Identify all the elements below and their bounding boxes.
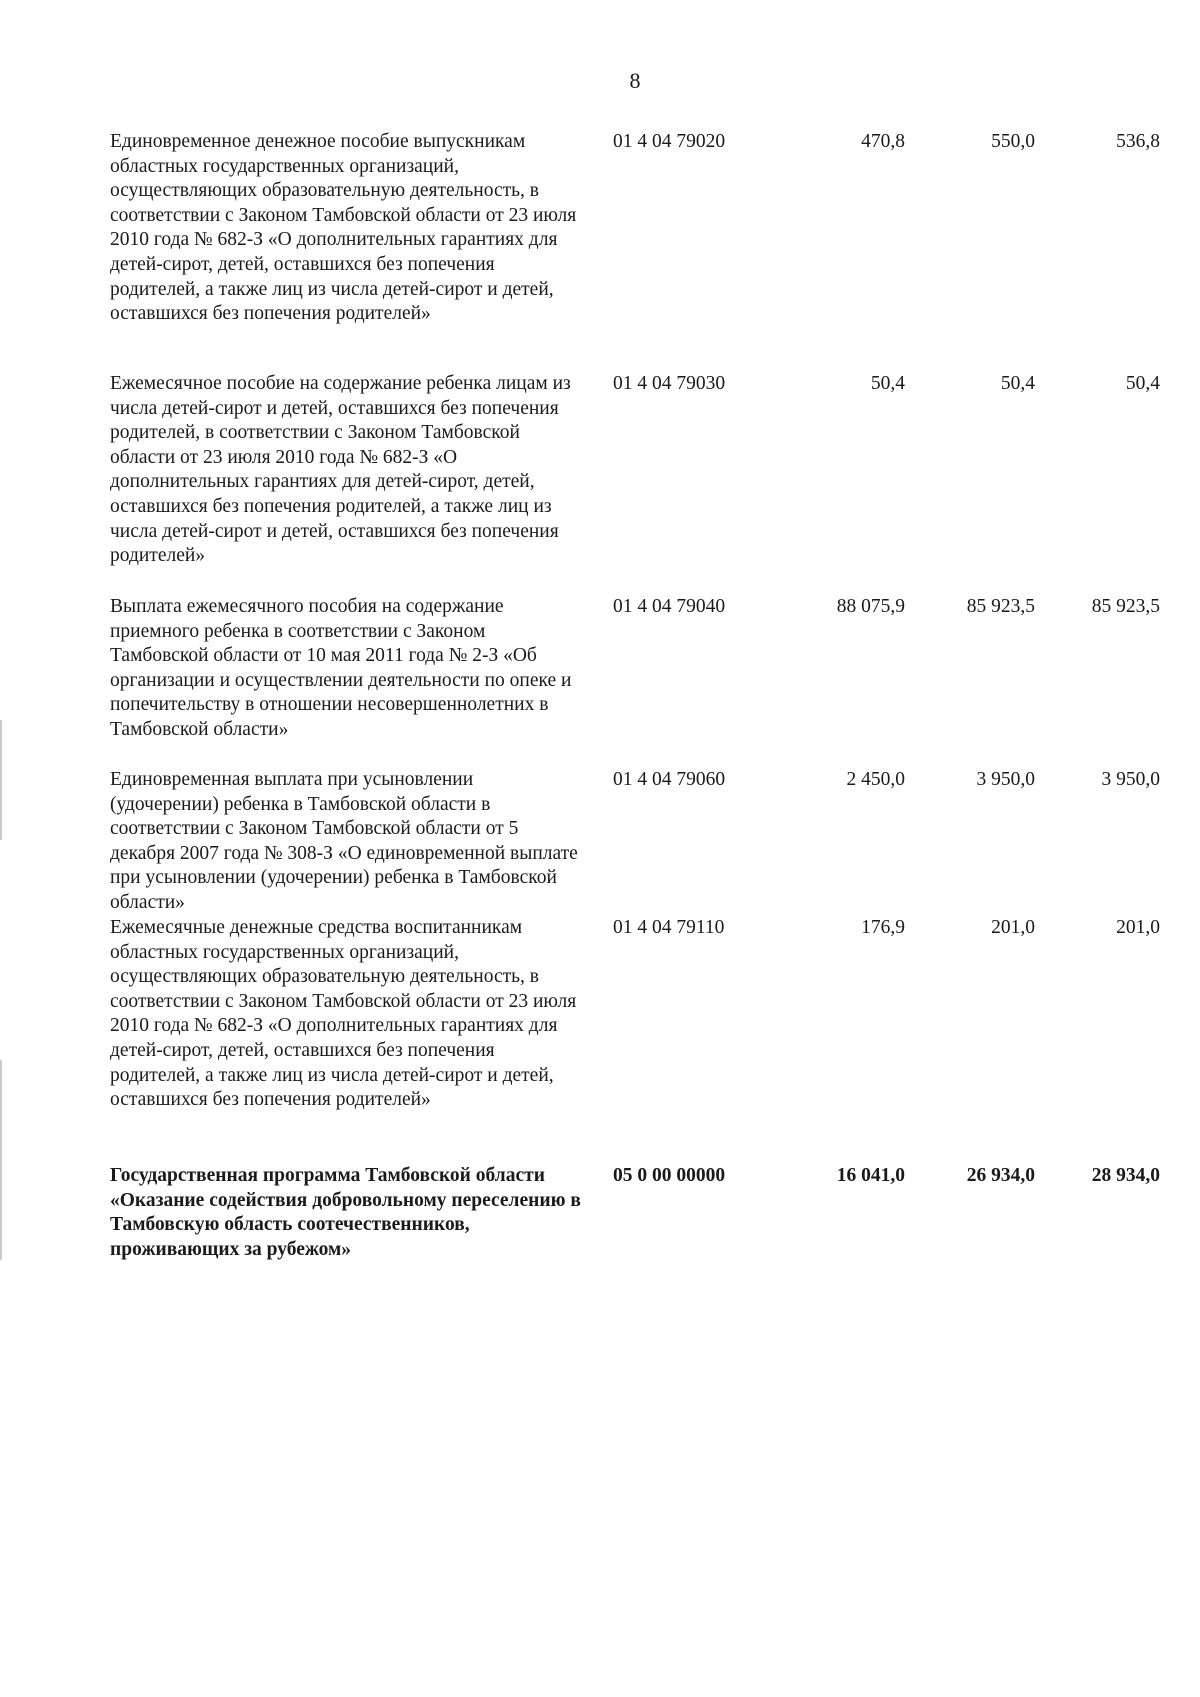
table-row-program-total bbox=[110, 1164, 1180, 1262]
row-value-1: 16 041,0 bbox=[836, 1165, 905, 1186]
row-value-3: 50,4 bbox=[1125, 373, 1160, 394]
table-row bbox=[110, 916, 1180, 1156]
scan-artifact bbox=[0, 720, 2, 840]
page-number: 8 bbox=[629, 68, 641, 93]
row-description: Единовременное денежное пособие выпускникам областных государственных организаций, осуществляющих образовательную деятельность, в соответствии с Законом Тамбовской области от 23 июля 2010 года № 682-З «О дополнительных гарантиях для детей-сирот, детей, оставшихся без попечения родителей, а также лиц из числа детей-сирот и детей, оставшихся без попечения родителей» bbox=[110, 131, 577, 325]
table-row bbox=[110, 595, 1180, 760]
row-code: 01 4 04 79030 bbox=[613, 373, 726, 394]
row-description: Единовременная выплата при усыновлении (удочерении) ребенка в Тамбовской области в соответствии с Законом Тамбовской области от 5 декабря 2007 года № 308-З «О единовременной выплате при усыновлении (удочерении) ребенка в Тамбовской области» bbox=[110, 769, 578, 913]
row-code: 01 4 04 79110 bbox=[613, 917, 725, 938]
row-description: Ежемесячные денежные средства воспитанникам областных государственных организаций, осуществляющих образовательную деятельность, в соответствии с Законом Тамбовской области от 23 июля 2010 года № 682-З «О дополнительных гарантиях для детей-сирот, детей, оставшихся без попечения родителей, а также лиц из числа детей-сирот и детей, оставшихся без попечения родителей» bbox=[110, 917, 577, 1111]
row-value-2: 26 934,0 bbox=[966, 1165, 1035, 1186]
row-value-3: 201,0 bbox=[1116, 917, 1160, 938]
row-code: 01 4 04 79040 bbox=[613, 596, 726, 617]
row-value-1: 176,9 bbox=[861, 917, 905, 938]
row-code: 01 4 04 79020 bbox=[613, 131, 726, 152]
row-value-3: 85 923,5 bbox=[1091, 596, 1160, 617]
row-description: Выплата ежемесячного пособия на содержание приемного ребенка в соответствии с Законом Тамбовской области от 10 мая 2011 года № 2-З «Об организации и осуществлении деятельности по опеке и попечительству в отношении несовершеннолетних в Тамбовской области» bbox=[110, 596, 572, 740]
row-value-1: 470,8 bbox=[861, 131, 905, 152]
table-row bbox=[110, 372, 1180, 587]
row-value-2: 550,0 bbox=[991, 131, 1035, 152]
row-value-2: 50,4 bbox=[1000, 373, 1035, 394]
row-value-1: 88 075,9 bbox=[836, 596, 905, 617]
row-value-1: 50,4 bbox=[870, 373, 905, 394]
table-row bbox=[110, 768, 1180, 913]
row-description: Государственная программа Тамбовской области «Оказание содействия добровольному переселению в Тамбовскую область соотечественников, проживающих за рубежом» bbox=[110, 1165, 581, 1260]
row-value-1: 2 450,0 bbox=[846, 769, 905, 790]
row-value-3: 3 950,0 bbox=[1101, 769, 1160, 790]
scan-artifact bbox=[0, 1060, 2, 1260]
row-value-3: 28 934,0 bbox=[1091, 1165, 1160, 1186]
budget-table bbox=[110, 130, 1180, 1270]
row-value-3: 536,8 bbox=[1116, 131, 1160, 152]
row-value-2: 201,0 bbox=[991, 917, 1035, 938]
row-description: Ежемесячное пособие на содержание ребенка лицам из числа детей-сирот и детей, оставшихся без попечения родителей, в соответствии с Законом Тамбовской области от 23 июля 2010 года № 682-З «О дополнительных гарантиях для детей-сирот, детей, оставшихся без попечения родителей, а также лиц из числа детей-сирот и детей, оставшихся без попечения родителей» bbox=[110, 373, 571, 567]
row-value-2: 3 950,0 bbox=[976, 769, 1035, 790]
row-code: 01 4 04 79060 bbox=[613, 769, 726, 790]
row-value-2: 85 923,5 bbox=[966, 596, 1035, 617]
row-code: 05 0 00 00000 bbox=[613, 1165, 726, 1186]
table-row bbox=[110, 130, 1180, 364]
